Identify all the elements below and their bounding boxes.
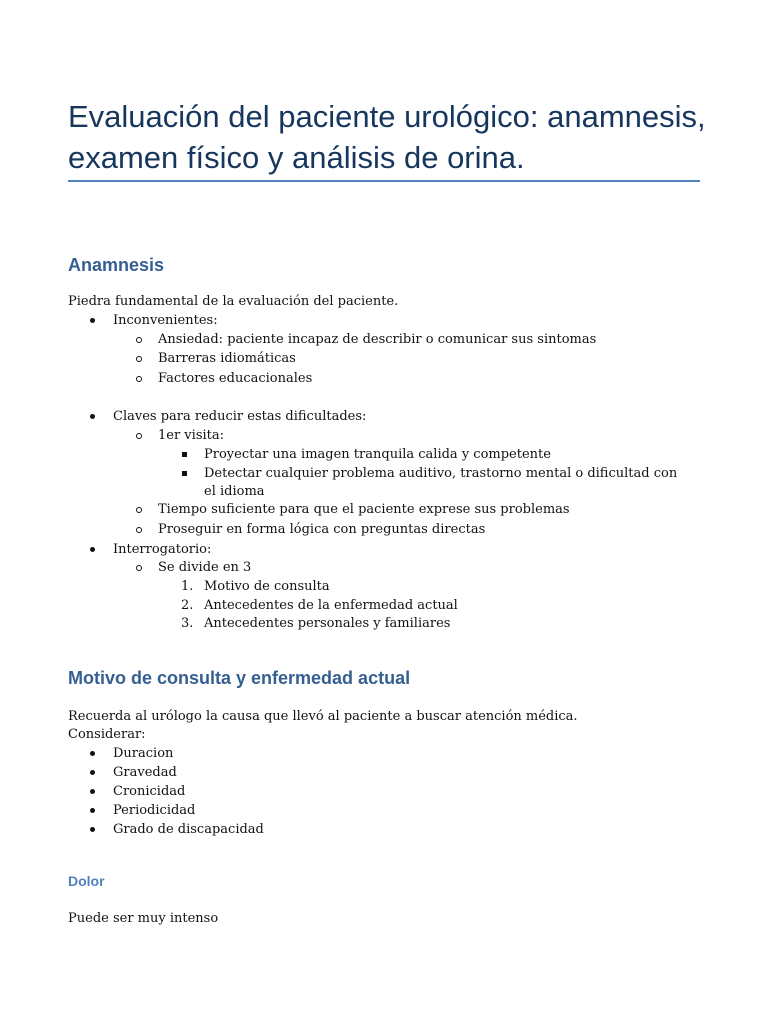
list-number: 2. <box>181 598 194 613</box>
list-item-interrogatorio: Interrogatorio: <box>113 542 212 557</box>
bullet-square-icon <box>182 465 190 483</box>
considerar-label: Considerar: <box>68 727 146 742</box>
bullet-circle-icon <box>136 501 144 519</box>
list-item-duracion: Duracion <box>113 746 174 761</box>
bullet-circle-icon <box>136 427 144 445</box>
list-item-proseguir: Proseguir en forma lógica con preguntas directas <box>158 522 486 537</box>
bullet-disc-icon <box>90 312 98 330</box>
bullet-circle-icon <box>136 521 144 539</box>
list-item-factores: Factores educacionales <box>158 371 313 386</box>
list-item-cronicidad: Cronicidad <box>113 784 186 799</box>
anamnesis-intro: Piedra fundamental de la evaluación del paciente. <box>68 294 399 309</box>
bullet-disc-icon <box>90 745 98 763</box>
list-number: 1. <box>181 579 194 594</box>
list-item-antecedentes-personales: Antecedentes personales y familiares <box>204 616 451 631</box>
list-item-antecedentes-enfermedad: Antecedentes de la enfermedad actual <box>204 598 458 613</box>
motivo-intro: Recuerda al urólogo la causa que llevó al paciente a buscar atención médica. <box>68 709 578 724</box>
list-item-tiempo: Tiempo suficiente para que el paciente exprese sus problemas <box>158 502 570 517</box>
title-underline <box>68 180 700 182</box>
heading-dolor: Dolor <box>68 873 105 889</box>
list-item-grado-discapacidad: Grado de discapacidad <box>113 822 264 837</box>
list-number: 3. <box>181 616 194 631</box>
list-item-proyectar: Proyectar una imagen tranquila calida y competente <box>204 447 551 462</box>
list-item-barreras: Barreras idiomáticas <box>158 351 296 366</box>
bullet-disc-icon <box>90 783 98 801</box>
list-item-primera-visita: 1er visita: <box>158 428 224 443</box>
list-item-motivo-consulta: Motivo de consulta <box>204 579 330 594</box>
bullet-circle-icon <box>136 331 144 349</box>
bullet-circle-icon <box>136 350 144 368</box>
bullet-square-icon <box>182 446 190 464</box>
list-item-periodicidad: Periodicidad <box>113 803 196 818</box>
bullet-disc-icon <box>90 764 98 782</box>
bullet-circle-icon <box>136 370 144 388</box>
heading-motivo-consulta: Motivo de consulta y enfermedad actual <box>68 668 411 688</box>
list-item-se-divide: Se divide en 3 <box>158 560 252 575</box>
list-item-gravedad: Gravedad <box>113 765 177 780</box>
dolor-text: Puede ser muy intenso <box>68 911 219 926</box>
bullet-circle-icon <box>136 559 144 577</box>
bullet-disc-icon <box>90 541 98 559</box>
list-item-inconvenientes: Inconvenientes: <box>113 313 218 328</box>
list-item-claves: Claves para reducir estas dificultades: <box>113 409 367 424</box>
list-item-ansiedad: Ansiedad: paciente incapaz de describir o comunicar sus sintomas <box>158 332 597 347</box>
document-title: Evaluación del paciente urológico: anamnesis, examen físico y análisis de orina. <box>68 99 706 175</box>
list-item-detectar: Detectar cualquier problema auditivo, trastorno mental o dificultad con el idioma <box>204 466 678 499</box>
bullet-disc-icon <box>90 821 98 839</box>
bullet-disc-icon <box>90 408 98 426</box>
heading-anamnesis: Anamnesis <box>68 255 165 275</box>
bullet-disc-icon <box>90 802 98 820</box>
